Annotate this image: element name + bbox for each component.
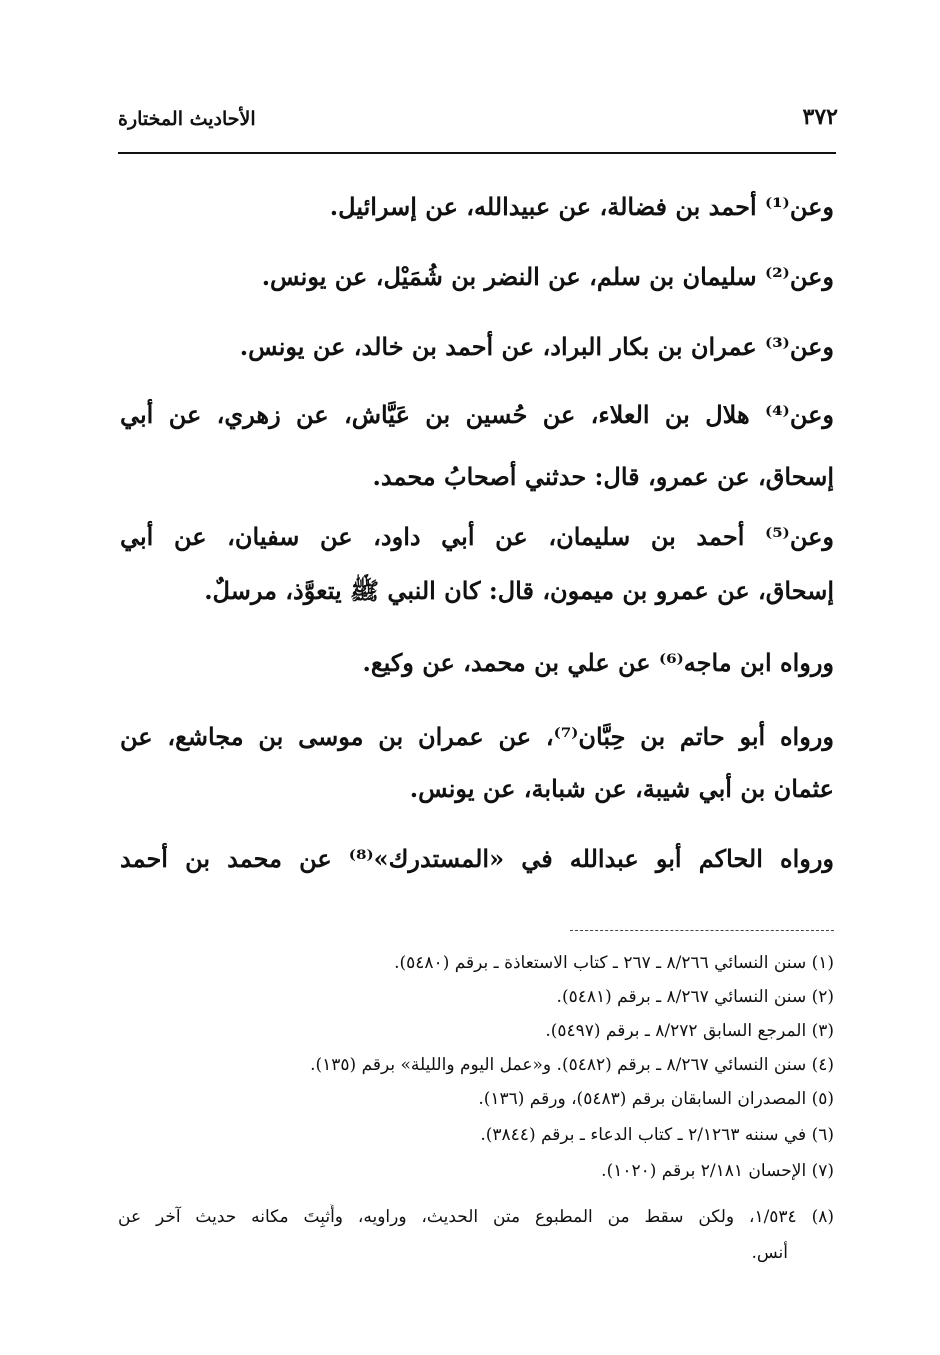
body-line: وعن⁽¹⁾ أحمد بن فضالة، عن عبيدالله، عن إسرائيل. bbox=[329, 192, 834, 221]
body-line: عثمان بن أبي شيبة، عن شبابة، عن يونس. bbox=[409, 774, 834, 803]
body-line: وعن⁽⁴⁾ هلال بن العلاء، عن حُسين بن عَيَّاش، عن زهري، عن أبي bbox=[120, 400, 834, 429]
footnote-continuation: أنس. bbox=[751, 1243, 788, 1263]
footnote: (٦) في سننه ٢/١٢٦٣ ـ كتاب الدعاء ـ برقم (٣٨٤٤). bbox=[480, 1125, 834, 1145]
body-line: إسحاق، عن عمرو بن ميمون، قال: كان النبي ﷺ يتعوَّذ، مرسلٌ. bbox=[204, 576, 834, 605]
body-line: وعن⁽²⁾ سليمان بن سلم، عن النضر بن شُمَيْل، عن يونس. bbox=[261, 262, 834, 291]
header-rule bbox=[118, 152, 836, 154]
body-line: ورواه أبو حاتم بن حِبَّان⁽⁷⁾، عن عمران بن موسى بن مجاشع، عن bbox=[120, 722, 834, 751]
footnote: (٥) المصدران السابقان برقم (٥٤٨٣)، ورقم (١٣٦). bbox=[478, 1089, 834, 1109]
page-number: ٣٧٢ bbox=[802, 104, 838, 130]
running-title: الأحاديث المختارة bbox=[118, 108, 256, 130]
body-line: ورواه ابن ماجه⁽⁶⁾ عن علي بن محمد، عن وكيع. bbox=[362, 648, 834, 677]
footnote: (٤) سنن النسائي ٨/٢٦٧ ـ برقم (٥٤٨٢). و«عمل اليوم والليلة» برقم (١٣٥). bbox=[310, 1055, 834, 1075]
body-line: وعن⁽⁵⁾ أحمد بن سليمان، عن أبي داود، عن سفيان، عن أبي bbox=[120, 522, 834, 551]
footnote: (٨) ١/٥٣٤، ولكن سقط من المطبوع متن الحديث، وراويه، وأُثبِتَ مكانه حديث آخر عن bbox=[118, 1207, 834, 1227]
body-line: ورواه الحاكم أبو عبدالله في «المستدرك»⁽⁸⁾ عن محمد بن أحمد bbox=[120, 844, 834, 873]
footnote: (٣) المرجع السابق ٨/٢٧٢ ـ برقم (٥٤٩٧). bbox=[545, 1021, 834, 1041]
footnote: (٢) سنن النسائي ٨/٢٦٧ ـ برقم (٥٤٨١). bbox=[556, 987, 834, 1007]
footnote: (١) سنن النسائي ٨/٢٦٦ ـ ٢٦٧ ـ كتاب الاستعاذة ـ برقم (٥٤٨٠). bbox=[394, 953, 834, 973]
body-line: وعن⁽³⁾ عمران بن بكار البراد، عن أحمد بن خالد، عن يونس. bbox=[239, 332, 834, 361]
footnote: (٧) الإحسان ٢/١٨١ برقم (١٠٢٠). bbox=[601, 1161, 834, 1181]
footnote-separator bbox=[570, 930, 834, 931]
body-line: إسحاق، عن عمرو، قال: حدثني أصحابُ محمد. bbox=[372, 462, 834, 491]
